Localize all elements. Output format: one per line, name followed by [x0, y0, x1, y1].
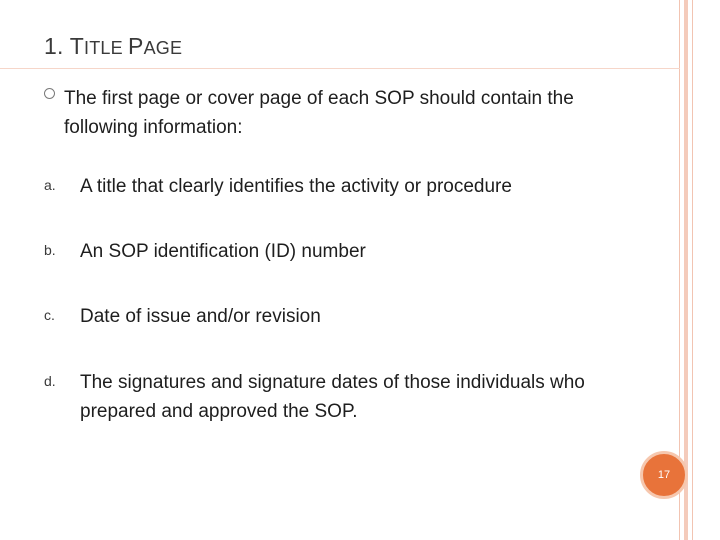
title-divider — [0, 68, 680, 69]
list-marker: c. — [44, 307, 55, 323]
list-marker: d. — [44, 373, 56, 389]
list-item — [44, 172, 644, 201]
list-item-text: A title that clearly identifies the activity or procedure — [80, 176, 512, 197]
title-number: 1. — [44, 33, 64, 59]
title-part: ITLE — [84, 38, 129, 58]
list-item-text: An SOP identification (ID) number — [80, 241, 366, 262]
list-item — [44, 368, 644, 426]
decorative-line — [692, 0, 693, 540]
title-part: T — [69, 33, 85, 59]
list-item — [44, 237, 644, 266]
intro-text: The first page or cover page of each SOP should contain the following information: — [64, 88, 574, 138]
decorative-line — [684, 0, 688, 540]
hollow-circle-bullet-icon — [44, 88, 55, 99]
list-item-text: Date of issue and/or revision — [80, 306, 321, 327]
page-number-badge: 17 — [640, 451, 688, 499]
title-part: AGE — [143, 38, 183, 58]
list-marker: b. — [44, 242, 56, 258]
intro-bullet — [44, 84, 644, 142]
slide-title — [44, 33, 182, 60]
title-part: P — [128, 33, 144, 59]
list-marker: a. — [44, 177, 56, 193]
list-item — [44, 302, 644, 331]
list-item-text: The signatures and signature dates of those individuals who prepared and approved the SOP. — [80, 372, 585, 422]
